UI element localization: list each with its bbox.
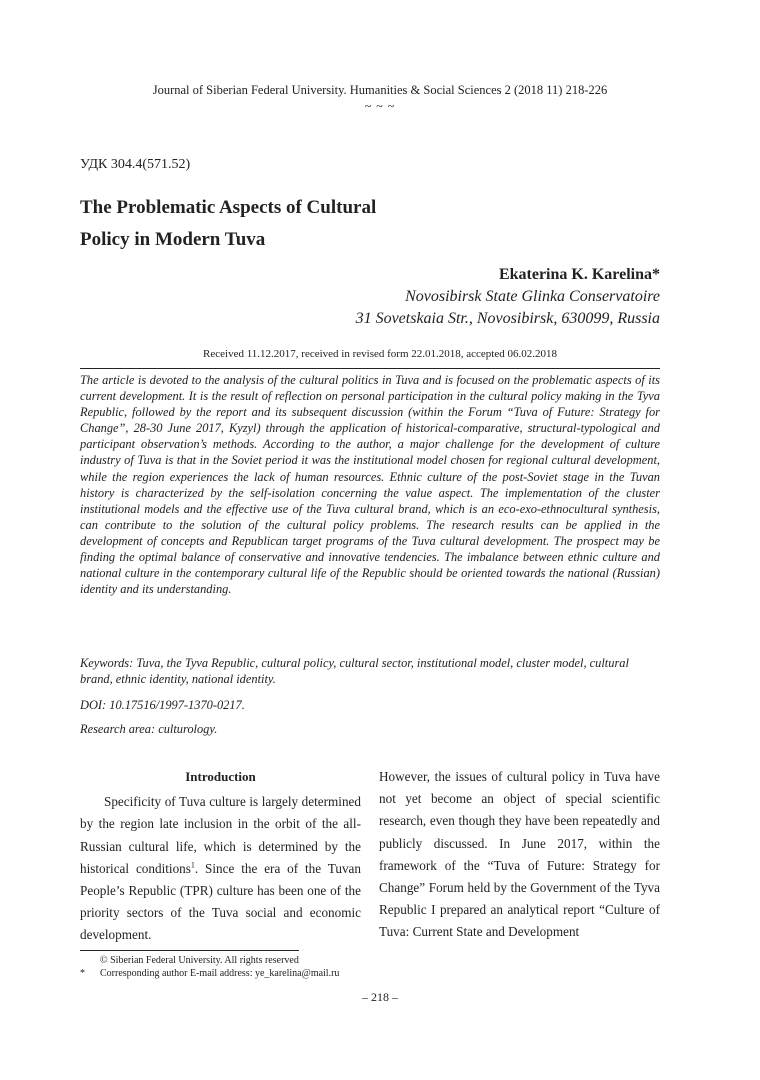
corresponding-author: Corresponding author E-mail address: ye_karelina@mail.ru (100, 968, 340, 979)
keywords: Keywords: Tuva, the Tyva Republic, cultural policy, cultural sector, institutional model, cluster model, cultural brand, ethnic identity, national identity. (80, 656, 629, 687)
footnote-corresponding (80, 967, 339, 980)
body-column-right (379, 766, 660, 944)
author-block (356, 264, 660, 330)
research-area: Research area: culturology. (80, 722, 218, 736)
author-name: Ekaterina K. Karelina* (498, 266, 660, 283)
footnote-divider (80, 950, 299, 951)
title-line-2: Policy in Modern Tuva (80, 229, 266, 250)
received-dates: Received 11.12.2017, received in revised form 22.01.2018, accepted 06.02.2018 (203, 348, 557, 360)
footnote-copyright (80, 954, 299, 967)
footnote-reference: 1 (190, 860, 195, 870)
journal-header: Journal of Siberian Federal University. Humanities & Social Sciences 2 (2018 11) 218-226 (152, 83, 608, 97)
article-title (80, 192, 440, 256)
author-address: 31 Sovetskaia Str., Novosibirsk, 630099, Russia (355, 310, 660, 327)
paragraph-text-continued: . Since the era of the Tuvan People’s Republic (TPR) culture has been one of the priority sectors of the Tuva social and economic development. (80, 860, 361, 943)
doi: DOI: 10.17516/1997-1370-0217. (80, 698, 245, 712)
body-column-left (80, 766, 361, 947)
footnote-star: * (80, 968, 85, 979)
author-affiliation: Novosibirsk State Glinka Conservatoire (405, 288, 660, 305)
udc-code: УДК 304.4(571.52) (80, 157, 191, 172)
abstract-divider (80, 368, 660, 369)
paragraph-text: Specificity of Tuva culture is largely determined by the region late inclusion in the orbit of the all-Russian cultural life, which is determined by the historical conditions (80, 794, 361, 876)
paragraph: However, the issues of cultural policy in Tuva have not yet become an object of special scientific research, even though they have been repeatedly and publicly discussed. In June 2017, within the framework of the “Tuva of Future: Strategy for Change” Forum held by the Government of the Tyva Republic I prepared an analytical report “Culture of Tuva: Current State and Development (379, 769, 660, 940)
copyright-text: © Siberian Federal University. All rights reserved (100, 955, 299, 966)
page-number: – 218 – (362, 990, 398, 1004)
section-heading-introduction: Introduction (185, 769, 256, 784)
paragraph (80, 791, 361, 946)
title-line-1: The Problematic Aspects of Cultural (80, 197, 377, 218)
header-separator: ~ ~ ~ (364, 99, 396, 113)
abstract: The article is devoted to the analysis of the cultural politics in Tuva and is focused on the problematic aspects of its current development. It is the result of reflection on personal participation in the cultural policy making in the Tyva Republic, followed by the report and its subsequent discussion (within the Forum “Tuva of Future: Strategy for Change”, 28-30 June 2017, Kyzyl) through the application of historical-comparative, structural-typological and participant observation’s methods. According to the author, a major challenge for the development of culture industry of Tuva is that in the Soviet period it was the institutional model chosen for regional cultural development, while the region experiences the lack of human resources. Ethnic culture of the post-Soviet stage in the Tuvan history is characterized by the self-isolation concerning the value aspect. The implementation of the cluster institutional models and the effective use of the Tuva cultural brand, which is an eco-exo-ethnocultural synthesis, can contribute to the solution of the cultural policy problems. The research results can be applied in the development of concepts and Republican target programs of the Tuva cultural development. The prospect may be finding the optimal balance of conservative and innovative tendencies. The imbalance between ethnic culture and national culture in the contemporary cultural life of the Republic should be oriented towards the national (Russian) identity and its understanding. (80, 373, 660, 597)
